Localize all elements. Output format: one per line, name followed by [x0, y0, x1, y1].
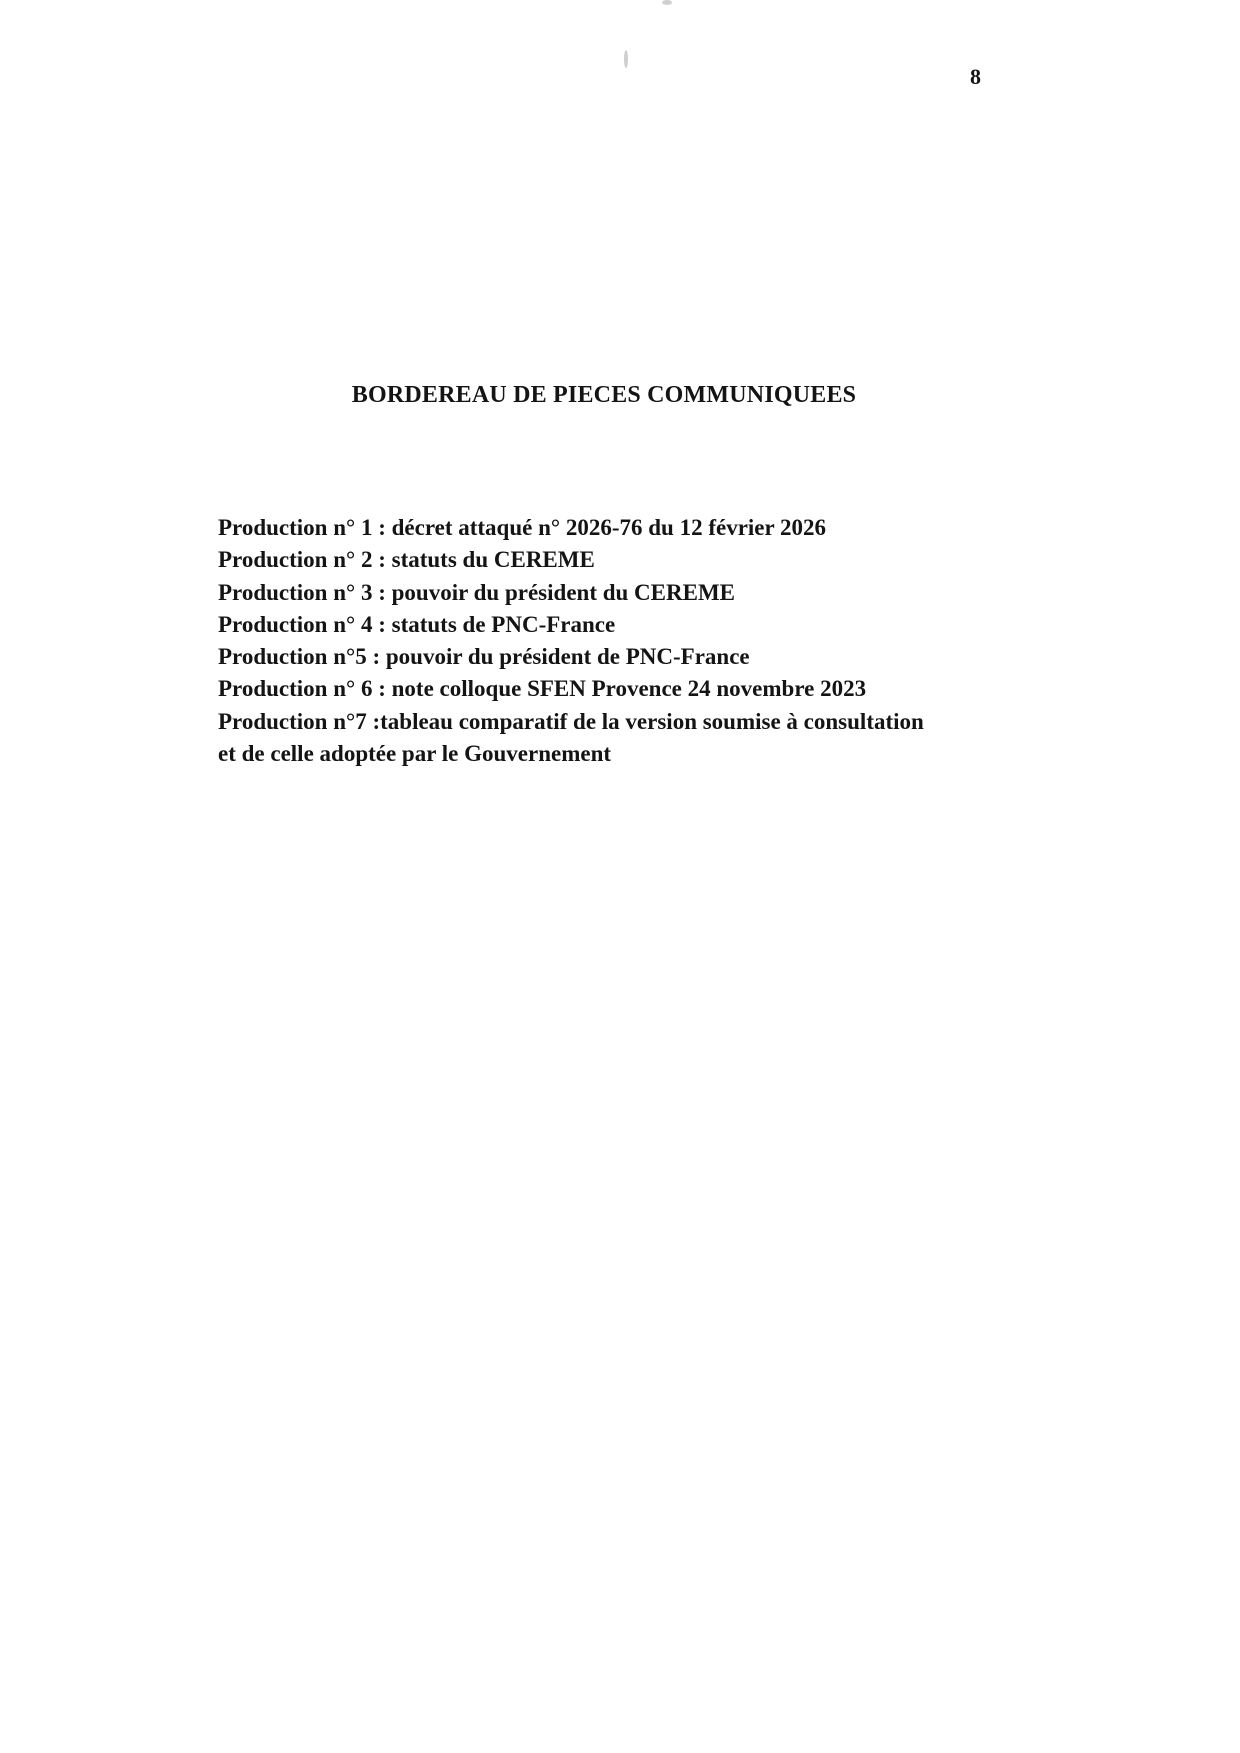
list-item: Production n°7 :tableau comparatif de la version soumise à consultation	[218, 708, 924, 734]
page-number: 8	[970, 64, 981, 89]
list-item: Production n° 1 : décret attaqué n° 2026-76 du 12 février 2026	[218, 515, 827, 540]
list-item: Production n° 2 : statuts du CEREME	[218, 547, 595, 573]
productions-list	[218, 512, 1018, 770]
scan-speck	[662, 0, 672, 5]
list-item: Production n° 6 : note colloque SFEN Provence 24 novembre 2023	[218, 676, 867, 702]
list-item: Production n° 4 : statuts de PNC-France	[218, 611, 616, 637]
list-item: Production n°5 : pouvoir du président de PNC-France	[218, 644, 750, 670]
list-item: et de celle adoptée par le Gouvernement	[218, 741, 612, 767]
scan-speck	[624, 50, 628, 68]
list-item: Production n° 3 : pouvoir du président du CEREME	[218, 579, 736, 605]
page-title: BORDEREAU DE PIECES COMMUNIQUEES	[351, 382, 857, 408]
